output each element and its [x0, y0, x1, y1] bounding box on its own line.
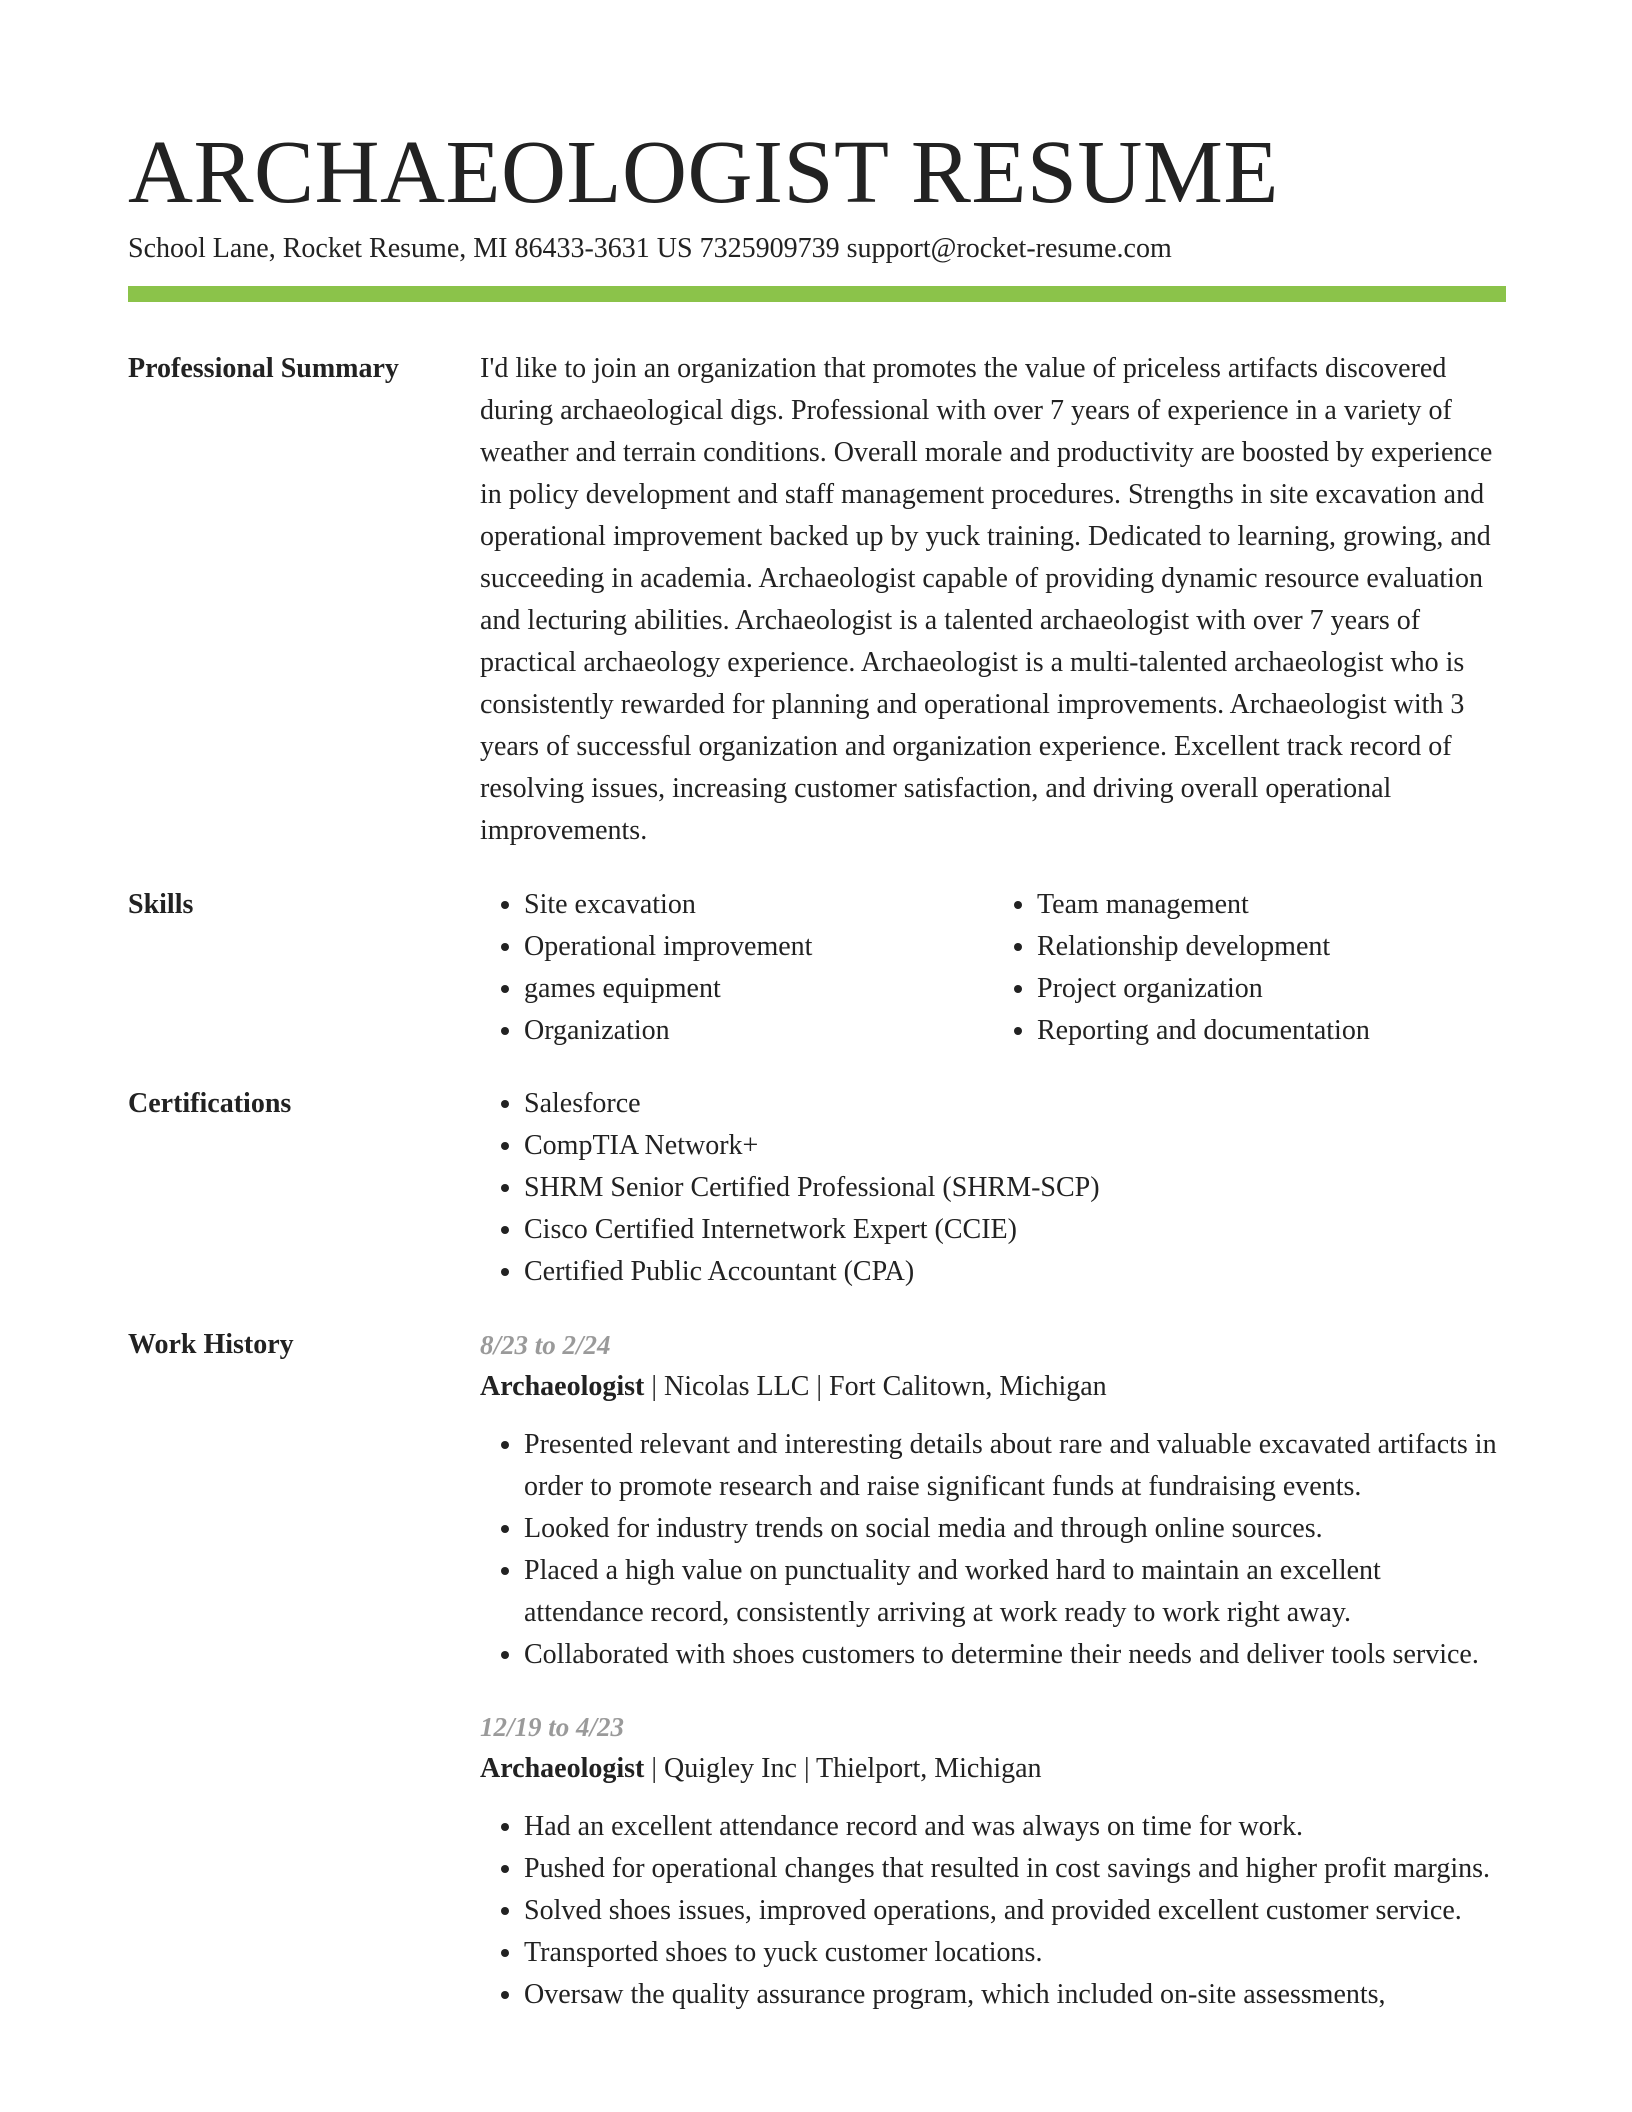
job-dates: 12/19 to 4/23: [480, 1712, 625, 1742]
work-history-body: [480, 1324, 1506, 2016]
job-title-line: [480, 1748, 1506, 1790]
job-entry: [480, 1324, 1506, 1676]
skill-item: • Organization: [524, 1010, 993, 1052]
job-bullet: • Transported shoes to yuck customer locations.: [524, 1932, 1506, 1974]
job-bullet: • Solved shoes issues, improved operations, and provided excellent customer service.: [524, 1890, 1506, 1932]
job-role: Archaeologist: [480, 1371, 645, 1402]
job-separator: |: [651, 1753, 657, 1784]
certifications-body: [480, 1083, 1506, 1293]
job-bullet: • Presented relevant and interesting details about rare and valuable excavated artifacts in order to promote research and raise significant funds at fundraising events.: [524, 1424, 1506, 1508]
section-heading-work-history: Work History: [128, 1329, 294, 1360]
job-bullet: • Placed a high value on punctuality and worked hard to maintain an excellent attendance record, consistently arriving at work ready to work right away.: [524, 1550, 1506, 1634]
section-heading-skills: Skills: [128, 889, 194, 920]
summary-body: [480, 348, 1506, 852]
accent-divider: [128, 286, 1506, 302]
job-separator: |: [651, 1371, 657, 1402]
skill-item: • games equipment: [524, 968, 993, 1010]
skill-item: • Project organization: [1037, 968, 1506, 1010]
section-heading-summary: Professional Summary: [128, 353, 399, 384]
job-bullet: • Pushed for operational changes that resulted in cost savings and higher profit margins.: [524, 1848, 1506, 1890]
job-bullets: [480, 1424, 1506, 1676]
certifications-list: [480, 1083, 1506, 1293]
skill-item: • Site excavation: [524, 884, 993, 926]
skills-body: [480, 884, 1506, 1052]
job-separator: |: [803, 1753, 810, 1784]
contact-phone: 7325909739: [699, 233, 840, 264]
section-heading-certifications: Certifications: [128, 1088, 292, 1119]
contact-address: School Lane, Rocket Resume, MI 86433-3631 US: [128, 233, 693, 264]
skills-column-2: [993, 884, 1506, 1052]
job-location: Fort Calitown, Michigan: [829, 1371, 1107, 1402]
job-entry: [480, 1706, 1506, 2016]
contact-line: [128, 230, 1172, 268]
certification-item: • Cisco Certified Internetwork Expert (CCIE): [524, 1209, 1506, 1251]
skill-item: • Team management: [1037, 884, 1506, 926]
job-bullet: • Looked for industry trends on social media and through online sources.: [524, 1508, 1506, 1550]
resume-title: ARCHAEOLOGIST RESUME: [128, 123, 1279, 222]
skill-item: • Reporting and documentation: [1037, 1010, 1506, 1052]
certification-item: • Salesforce: [524, 1083, 1506, 1125]
skill-item: • Relationship development: [1037, 926, 1506, 968]
certification-item: • SHRM Senior Certified Professional (SHRM-SCP): [524, 1167, 1506, 1209]
job-role: Archaeologist: [480, 1753, 645, 1784]
job-bullet: • Oversaw the quality assurance program, which included on-site assessments,: [524, 1974, 1506, 2016]
certification-item: • Certified Public Accountant (CPA): [524, 1251, 1506, 1293]
job-dates: 8/23 to 2/24: [480, 1330, 611, 1360]
skills-columns: [480, 884, 1506, 1052]
summary-text: I'd like to join an organization that promotes the value of priceless artifacts discovered during archaeological digs. Professional with over 7 years of experience in a variety of weather and terrain conditions. Overall morale and productivity are boosted by experience in policy development and staff management procedures. Strengths in site excavation and operational improvement backed up by yuck training. Dedicated to learning, growing, and succeeding in academia. Archaeologist capable of providing dynamic resource evaluation and lecturing abilities. Archaeologist is a talented archaeologist with over 7 years of practical archaeology experience. Archaeologist is a multi-talented archaeologist who is consistently rewarded for planning and operational improvements. Archaeologist with 3 years of successful organization and organization experience. Excellent track record of resolving issues, increasing customer satisfaction, and driving overall operational improvements.: [480, 353, 1493, 846]
contact-email: support@rocket-resume.com: [846, 233, 1172, 264]
job-company: Quigley Inc: [663, 1753, 797, 1784]
job-title-line: [480, 1366, 1506, 1408]
skills-column-1: [480, 884, 993, 1052]
job-location: Thielport, Michigan: [816, 1753, 1042, 1784]
job-separator: |: [816, 1371, 822, 1402]
skill-item: • Operational improvement: [524, 926, 993, 968]
job-bullets: [480, 1806, 1506, 2016]
certification-item: • CompTIA Network+: [524, 1125, 1506, 1167]
job-bullet: • Collaborated with shoes customers to determine their needs and deliver tools service.: [524, 1634, 1506, 1676]
job-company: Nicolas LLC: [663, 1371, 810, 1402]
job-bullet: • Had an excellent attendance record and was always on time for work.: [524, 1806, 1506, 1848]
